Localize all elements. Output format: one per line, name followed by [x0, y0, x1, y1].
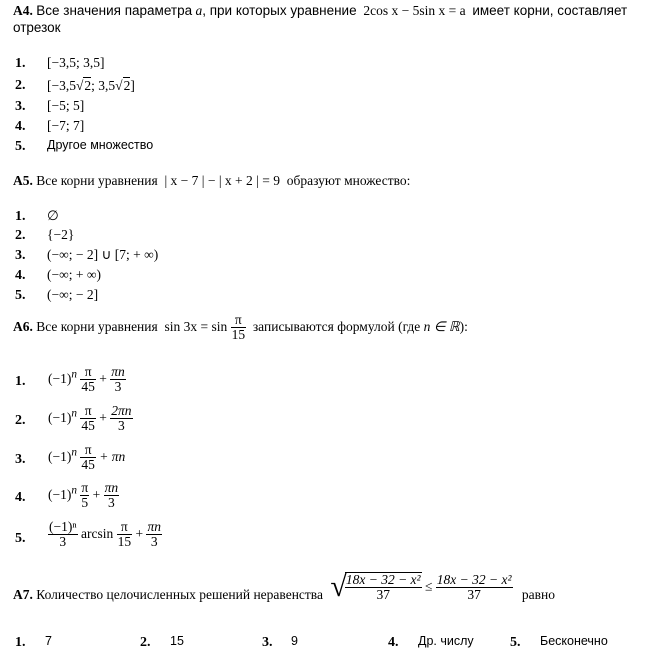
a6-answer-text: $(-1)^n$ $\frac{\pi}{45}$ + $\frac{2\pi n}{3}$: [48, 403, 132, 434]
a6-eq-left: sin 3x = sin: [164, 318, 228, 334]
a4-text-before: Все значения параметра: [36, 3, 193, 18]
a5-answer-number: 3.: [15, 248, 26, 263]
a5-equation: | x − 7 | − | x + 2 | = 9: [164, 173, 280, 188]
a5-answer-text: ∅: [47, 208, 59, 223]
a5-answer-1[interactable]: [15, 208, 59, 225]
a5-answer-2[interactable]: [15, 227, 75, 244]
a6-label: А6.: [13, 318, 33, 334]
a4-text-mid: , при которых уравнение: [202, 3, 357, 18]
a4-text-after: имеет корни, составляет: [472, 3, 628, 18]
a5-answer-number: 4.: [15, 268, 26, 283]
a5-answer-number: 1.: [15, 209, 26, 224]
a4-answer-5[interactable]: [15, 138, 154, 155]
a7-answer-5[interactable]: [510, 634, 608, 651]
a7-answer-4[interactable]: [388, 634, 474, 651]
a5-label: А5.: [13, 173, 33, 188]
a6-answer-text: $(-1)^n$ $\frac{\pi}{45}$ + πn: [48, 442, 126, 473]
a7-label: А7.: [13, 587, 33, 602]
a6-answer-number: 5.: [15, 531, 26, 546]
a6-question: [13, 313, 468, 342]
a6-text-after: записываются формулой (где: [252, 318, 421, 334]
a6-cond: n ∈ ℝ: [423, 318, 460, 334]
a6-answer-number: 2.: [15, 413, 26, 428]
a7-text-after: равно: [521, 587, 556, 602]
a5-text-before: Все корни уравнения: [36, 173, 158, 188]
a6-eq-fraction: $\frac{\pi}{15}$: [231, 312, 246, 343]
a5-answer-4[interactable]: [15, 267, 101, 284]
a5-answer-number: 5.: [15, 288, 26, 303]
a5-question: [13, 173, 410, 189]
a5-answer-number: 2.: [15, 228, 26, 243]
a5-answer-text: (−∞; − 2]: [47, 287, 99, 302]
a4-answer-2[interactable]: [15, 77, 135, 94]
a4-text-line2: отрезок: [13, 20, 61, 35]
a7-answer-2[interactable]: [140, 634, 184, 651]
a4-answer-text: Другое множество: [47, 138, 154, 152]
a4-answer-text: [−5; 5]: [47, 98, 85, 113]
a7-inequality: √ $\frac{\text{18x − 32 − x²}}{37}$ ≤ $\frac{\text{18x − 32 − x²}}{37}$: [330, 570, 512, 604]
a6-answer-number: 3.: [15, 452, 26, 467]
sqrt-sign: √: [330, 570, 347, 604]
a5-answer-text: {−2}: [47, 227, 75, 242]
a7-answer-number: 4.: [388, 635, 399, 650]
a5-answer-5[interactable]: [15, 287, 99, 304]
a7-answer-number: 1.: [15, 635, 26, 650]
a7-answer-number: 3.: [262, 635, 273, 650]
a4-answer-number: 1.: [15, 56, 26, 71]
a5-answer-text: (−∞; + ∞): [47, 267, 101, 282]
a4-label: А4.: [13, 3, 33, 18]
a4-answer-number: 2.: [15, 78, 26, 93]
a6-answer-number: 4.: [15, 490, 26, 505]
a4-param: a: [195, 3, 203, 18]
a7-answer-number: 2.: [140, 635, 151, 650]
a4-answer-4[interactable]: [15, 118, 85, 135]
a4-answer-1[interactable]: [15, 55, 105, 72]
a6-answer-text: $\frac{\text{(−1)ⁿ}}{3}$ arcsin $\frac{\pi}{15}$ + $\frac{\pi n}{3}$: [49, 519, 161, 550]
a7-answer-1[interactable]: [15, 634, 52, 651]
a7-answer-text: 15: [170, 634, 184, 648]
a7-answer-text: 9: [291, 634, 298, 648]
a4-answer-number: 3.: [15, 99, 26, 114]
a4-answer-text: [−3,5√ 2; 3,5√ 2]: [47, 77, 135, 94]
a7-question: [13, 572, 555, 602]
a4-equation: 2cos x − 5sin x = a: [363, 3, 466, 18]
a4-answer-number: 4.: [15, 119, 26, 134]
a4-answer-3[interactable]: [15, 98, 85, 115]
sqrt-sign: [76, 78, 83, 93]
a7-answer-number: 5.: [510, 635, 521, 650]
a7-text-before: Количество целочисленных решений неравенства: [36, 587, 323, 602]
a5-text-after: образуют множество:: [286, 173, 411, 188]
a7-answer-3[interactable]: [262, 634, 298, 651]
a4-answer-text: [−3,5; 3,5]: [47, 55, 105, 70]
a4-answer-text: [−7; 7]: [47, 118, 85, 133]
a6-text-before: Все корни уравнения: [36, 318, 158, 334]
a5-answer-3[interactable]: [15, 247, 159, 264]
a6-answer-text: $(-1)^n$ $\frac{\pi}{5}$ + $\frac{\pi n}{3}$: [48, 480, 119, 511]
a6-text-end: ):: [459, 318, 468, 334]
a6-answer-text: $(-1)^n$ $\frac{\pi}{45}$ + $\frac{\pi n}{3}$: [48, 364, 125, 395]
a6-answer-number: 1.: [15, 374, 26, 389]
a7-answer-text: Др. числу: [418, 634, 474, 648]
a7-answer-text: Бесконечно: [540, 634, 608, 648]
a4-answer-number: 5.: [15, 139, 26, 154]
a7-answer-text: 7: [45, 634, 52, 648]
a4-question: [13, 3, 627, 19]
a5-answer-text: (−∞; − 2] ∪ [7; + ∞): [47, 247, 159, 262]
sqrt-sign: [115, 78, 122, 93]
